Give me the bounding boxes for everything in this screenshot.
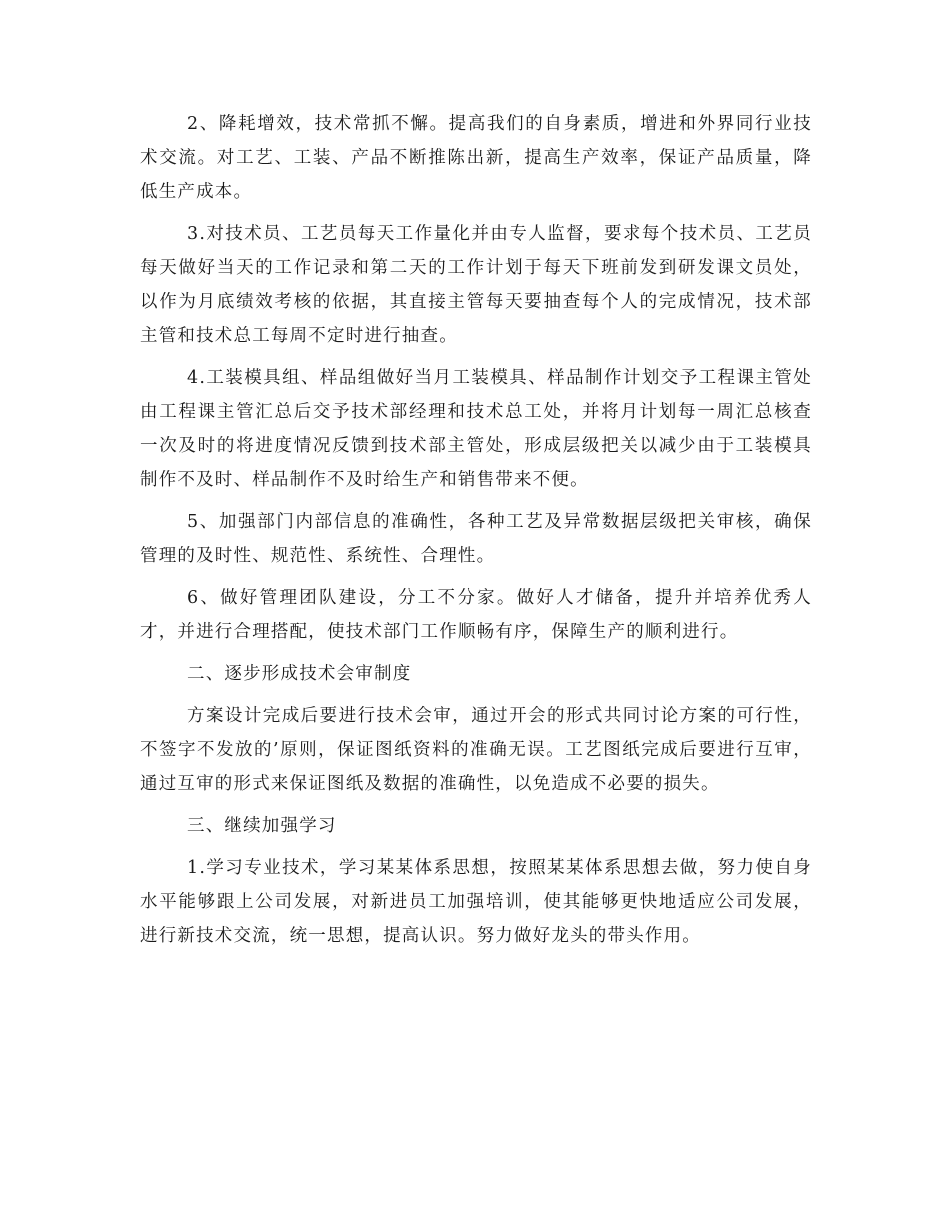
document-body xyxy=(140,107,812,961)
paragraph-technical-review: 方案设计完成后要进行技术会审，通过开会的形式共同讨论方案的可行性，不签字不发放的’原则，保证图纸资料的准确无误。工艺图纸完成后要进行互审，通过互审的形式来保证图纸及数据的准确性，以免造成不必要的损失。 xyxy=(140,706,812,794)
paragraph-item-4: 4.工装模具组、样品组做好当月工装模具、样品制作计划交予工程课主管处由工程课主管汇总后交予技术部经理和技术总工处，并将月计划每一周汇总核查一次及时的将进度情况反馈到技术部主管处，形成层级把关以减少由于工装模具制作不及时、样品制作不及时给生产和销售带来不便。 xyxy=(140,368,812,490)
section-heading-continue-learning: 三、继续加强学习 xyxy=(187,816,337,836)
paragraph-learning-item-1: 1.学习专业技术，学习某某体系思想，按照某某体系思想去做，努力使自身水平能够跟上公司发展，对新进员工加强培训，使其能够更快地适应公司发展，进行新技术交流，统一思想，提高认识。努力做好龙头的带头作用。 xyxy=(140,858,812,946)
paragraph-item-2: 2、降耗增效，技术常抓不懈。提高我们的自身素质，增进和外界同行业技术交流。对工艺、工装、产品不断推陈出新，提高生产效率，保证产品质量，降低生产成本。 xyxy=(140,114,812,202)
paragraph-item-5: 5、加强部门内部信息的准确性，各种工艺及异常数据层级把关审核，确保管理的及时性、规范性、系统性、合理性。 xyxy=(140,512,812,566)
section-heading-technical-review: 二、逐步形成技术会审制度 xyxy=(187,664,412,684)
paragraph-item-3: 3.对技术员、工艺员每天工作量化并由专人监督，要求每个技术员、工艺员每天做好当天的工作记录和第二天的工作计划于每天下班前发到研发课文员处，以作为月底绩效考核的依据，其直接主管每天要抽查每个人的完成情况，技术部主管和技术总工每周不定时进行抽查。 xyxy=(140,224,812,346)
paragraph-item-6: 6、做好管理团队建设，分工不分家。做好人才储备，提升并培养优秀人才，并进行合理搭配，使技术部门工作顺畅有序，保障生产的顺利进行。 xyxy=(140,588,812,642)
